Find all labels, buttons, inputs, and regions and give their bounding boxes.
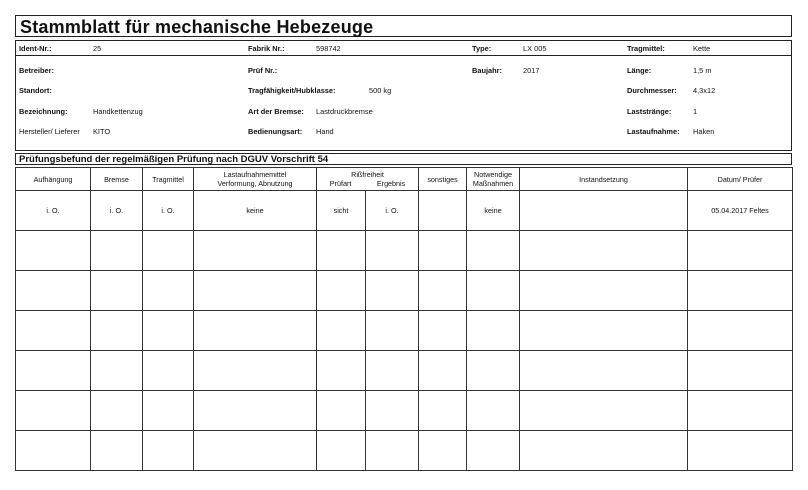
cell-datum [688, 351, 793, 391]
cell-massnahmen [467, 271, 520, 311]
page-title: Stammblatt für mechanische Hebezeuge [20, 17, 374, 37]
baujahr-label: Baujahr: [472, 66, 502, 75]
col-lastaufnahmemittel-line1: Lastaufnahmemittel [223, 170, 287, 179]
cell-pruefart [317, 231, 366, 271]
cell-massnahmen: keine [467, 191, 520, 231]
lastaufnahme-value: Haken [693, 127, 715, 136]
laststraenge-value: 1 [693, 107, 698, 116]
cell-sonstiges [419, 271, 467, 311]
bremse-label: Art der Bremse: [248, 107, 304, 116]
bedienungsart-value: Hand [316, 127, 334, 136]
cell-ergebnis [366, 271, 419, 311]
cell-lastaufnahmemittel [194, 271, 317, 311]
cell-ergebnis [366, 431, 419, 471]
cell-pruefart: sicht [317, 191, 366, 231]
col-massnahmen [467, 168, 520, 191]
cell-aufhaengung [16, 231, 91, 271]
cell-aufhaengung [16, 311, 91, 351]
cell-bremse: i. O. [91, 191, 143, 231]
cell-instandsetzung [520, 311, 688, 351]
tragfaehigkeit-label: Tragfähigkeit/Hubklasse: [248, 86, 336, 95]
cell-tragmittel [143, 391, 194, 431]
cell-massnahmen [467, 311, 520, 351]
laststraenge-label: Laststränge: [627, 107, 672, 116]
ident-label: Ident-Nr.: [19, 44, 52, 53]
fabrik-value: 598742 [316, 44, 341, 53]
cell-instandsetzung [520, 231, 688, 271]
laenge-label: Länge: [627, 66, 652, 75]
baujahr-value: 2017 [523, 66, 540, 75]
cell-aufhaengung [16, 351, 91, 391]
cell-instandsetzung [520, 391, 688, 431]
cell-aufhaengung [16, 271, 91, 311]
laenge-value: 1,5 m [693, 66, 712, 75]
betreiber-label: Betreiber: [19, 66, 54, 75]
lastaufnahme-label: Lastaufnahme: [627, 127, 680, 136]
type-value: LX 005 [523, 44, 547, 53]
cell-aufhaengung [16, 391, 91, 431]
cell-bremse [91, 271, 143, 311]
cell-instandsetzung [520, 271, 688, 311]
col-instandsetzung: Instandsetzung [520, 168, 688, 191]
hersteller-value: KITO [93, 127, 111, 136]
cell-bremse [91, 311, 143, 351]
cell-pruefart [317, 351, 366, 391]
cell-tragmittel [143, 431, 194, 471]
tragmittel-label: Tragmittel: [627, 44, 665, 53]
cell-lastaufnahmemittel: keine [194, 191, 317, 231]
col-rissfreiheit-title: Rißfreiheit [351, 170, 384, 179]
col-massnahmen-line1: Notwendige [474, 170, 512, 179]
cell-sonstiges [419, 431, 467, 471]
col-lastaufnahmemittel-line2: Verformung, Abnutzung [217, 179, 293, 188]
col-pruefart: Prüfart [329, 179, 352, 188]
col-tragmittel: Tragmittel [143, 168, 194, 191]
cell-sonstiges [419, 311, 467, 351]
col-sonstiges: sonstiges [419, 168, 467, 191]
cell-sonstiges [419, 351, 467, 391]
tragfaehigkeit-value: 500 kg [369, 86, 392, 95]
cell-instandsetzung [520, 351, 688, 391]
cell-tragmittel [143, 311, 194, 351]
cell-massnahmen [467, 391, 520, 431]
table-header-row [16, 168, 793, 191]
cell-instandsetzung [520, 191, 688, 231]
durchmesser-value: 4,3x12 [693, 86, 716, 95]
cell-lastaufnahmemittel [194, 311, 317, 351]
cell-ergebnis [366, 351, 419, 391]
table-row [16, 391, 793, 431]
cell-sonstiges [419, 391, 467, 431]
fabrik-label: Fabrik Nr.: [248, 44, 285, 53]
info-divider [16, 55, 791, 56]
type-label: Type: [472, 44, 492, 53]
cell-bremse [91, 431, 143, 471]
table-row [16, 271, 793, 311]
cell-pruefart [317, 271, 366, 311]
standort-label: Standort: [19, 86, 52, 95]
cell-lastaufnahmemittel [194, 231, 317, 271]
table-row [16, 311, 793, 351]
cell-sonstiges [419, 231, 467, 271]
cell-sonstiges [419, 191, 467, 231]
cell-pruefart [317, 311, 366, 351]
cell-lastaufnahmemittel [194, 431, 317, 471]
section-header [15, 153, 792, 165]
col-massnahmen-line2: Maßnahmen [472, 179, 514, 188]
table-row [16, 431, 793, 471]
cell-massnahmen [467, 351, 520, 391]
info-block [15, 40, 792, 151]
section-title: Prüfungsbefund der regelmäßigen Prüfung nach DGUV Vorschrift 54 [19, 154, 329, 165]
cell-tragmittel [143, 351, 194, 391]
cell-bremse [91, 351, 143, 391]
cell-ergebnis [366, 231, 419, 271]
tragmittel-value: Kette [693, 44, 711, 53]
cell-instandsetzung [520, 431, 688, 471]
table-row [16, 351, 793, 391]
cell-massnahmen [467, 231, 520, 271]
cell-lastaufnahmemittel [194, 391, 317, 431]
cell-massnahmen [467, 431, 520, 471]
cell-ergebnis: i. O. [366, 191, 419, 231]
cell-ergebnis [366, 391, 419, 431]
bremse-value: Lastdruckbremse [316, 107, 373, 116]
cell-datum [688, 231, 793, 271]
bezeichnung-value: Handkettenzug [93, 107, 143, 116]
bezeichnung-label: Bezeichnung: [19, 107, 68, 116]
col-bremse: Bremse [91, 168, 143, 191]
col-rissfreiheit [317, 168, 419, 191]
table-row [16, 231, 793, 271]
ident-value: 25 [93, 44, 102, 53]
durchmesser-label: Durchmesser: [627, 86, 677, 95]
col-datum: Datum/ Prüfer [688, 168, 793, 191]
cell-datum: 05.04.2017 Feltes [688, 191, 793, 231]
col-ergebnis: Ergebnis [376, 179, 406, 188]
cell-datum [688, 271, 793, 311]
cell-tragmittel [143, 271, 194, 311]
cell-datum [688, 431, 793, 471]
col-aufhaengung: Aufhängung [16, 168, 91, 191]
cell-ergebnis [366, 311, 419, 351]
col-lastaufnahmemittel [194, 168, 317, 191]
pruef-label: Prüf Nr.: [248, 66, 278, 75]
pruefungsbefund-table [15, 167, 793, 471]
cell-pruefart [317, 431, 366, 471]
cell-datum [688, 391, 793, 431]
cell-aufhaengung: i. O. [16, 191, 91, 231]
cell-datum [688, 311, 793, 351]
cell-bremse [91, 391, 143, 431]
cell-bremse [91, 231, 143, 271]
cell-lastaufnahmemittel [194, 351, 317, 391]
title-box [15, 15, 792, 37]
bedienungsart-label: Bedienungsart: [248, 127, 303, 136]
hersteller-label: Hersteller/ Lieferer [19, 127, 80, 136]
cell-tragmittel: i. O. [143, 191, 194, 231]
table-row [16, 191, 793, 231]
cell-pruefart [317, 391, 366, 431]
cell-tragmittel [143, 231, 194, 271]
cell-aufhaengung [16, 431, 91, 471]
